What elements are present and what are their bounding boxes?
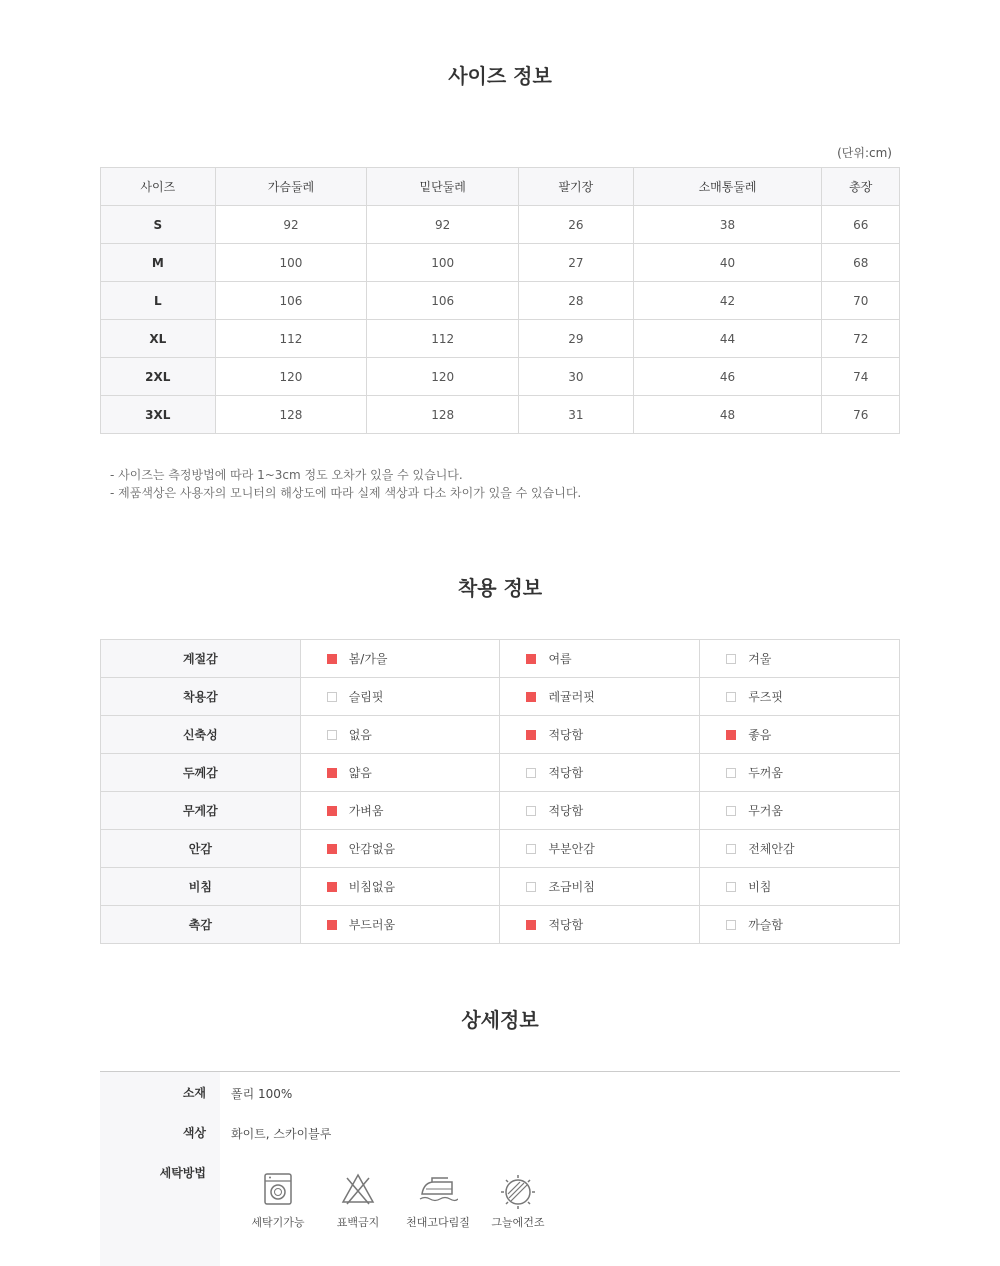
wear-option (700, 878, 899, 895)
wear-option (700, 650, 899, 667)
size-row (101, 320, 900, 358)
unit-label: (단위:cm) (837, 146, 892, 160)
checked-box-icon (526, 692, 536, 702)
size-value-cell: 112 (215, 320, 367, 358)
size-value-cell: 48 (633, 396, 822, 434)
wear-option-cell (700, 754, 900, 792)
size-label-cell: L (101, 282, 216, 320)
material-label: 소재 (182, 1086, 206, 1100)
wear-category: 신축성 (101, 716, 301, 754)
unchecked-box-icon (726, 692, 736, 702)
wear-option-cell (700, 640, 900, 678)
size-value-cell: 106 (367, 282, 519, 320)
unchecked-box-icon (327, 692, 337, 702)
wash-icons (238, 1172, 558, 1230)
wear-option-label: 두꺼움 (748, 766, 783, 780)
wear-option-label: 안감없음 (348, 842, 396, 856)
size-value-cell: 68 (822, 244, 900, 282)
wear-option-label: 적당함 (548, 918, 584, 932)
size-label-cell: XL (101, 320, 216, 358)
wear-option (301, 726, 500, 743)
wear-option-label: 레귤러핏 (548, 690, 595, 704)
wash-caption: 천대고다림질 (406, 1216, 470, 1229)
wear-option-cell (300, 792, 500, 830)
size-label-cell: S (101, 206, 216, 244)
wear-option-label: 부드러움 (348, 918, 396, 932)
size-value-cell: 30 (519, 358, 634, 396)
wash-caption: 세탁기가능 (251, 1216, 305, 1229)
note-line: - 사이즈는 측정방법에 따라 1~3cm 정도 오차가 있을 수 있습니다. (110, 468, 463, 482)
wear-option (301, 802, 500, 819)
wear-category: 착용감 (101, 678, 301, 716)
washing-machine-icon (261, 1172, 295, 1206)
size-value-cell: 76 (822, 396, 900, 434)
unchecked-box-icon (526, 844, 536, 854)
size-value-cell: 128 (367, 396, 519, 434)
wear-option-cell (500, 678, 700, 716)
size-value-cell: 120 (367, 358, 519, 396)
wear-option-label: 여름 (548, 652, 572, 666)
unchecked-box-icon (726, 920, 736, 930)
size-value-cell: 27 (519, 244, 634, 282)
unchecked-box-icon (726, 768, 736, 778)
wear-row (101, 716, 900, 754)
wear-option-label: 무거움 (748, 804, 783, 818)
wear-option (301, 840, 500, 857)
wash-label: 세탁방법 (159, 1166, 206, 1180)
wear-option (500, 764, 699, 781)
size-value-cell: 44 (633, 320, 822, 358)
size-value-cell: 128 (215, 396, 367, 434)
wear-option-label: 가벼움 (348, 804, 384, 818)
checked-box-icon (327, 654, 337, 664)
wear-option-cell (500, 830, 700, 868)
wear-option-cell (700, 868, 900, 906)
wear-row (101, 792, 900, 830)
size-row (101, 358, 900, 396)
wear-row (101, 678, 900, 716)
checked-box-icon (526, 730, 536, 740)
wear-option-cell (500, 640, 700, 678)
size-value-cell: 40 (633, 244, 822, 282)
size-value-cell: 72 (822, 320, 900, 358)
wear-option-cell (700, 716, 900, 754)
wear-option-label: 슬림핏 (348, 690, 384, 704)
detail-panel (100, 1071, 900, 1266)
wear-option-cell (500, 792, 700, 830)
size-value-cell: 31 (519, 396, 634, 434)
size-row (101, 206, 900, 244)
wear-option-label: 적당함 (548, 804, 584, 818)
size-section-title: 사이즈 정보 (448, 64, 552, 88)
wear-category: 촉감 (101, 906, 301, 944)
wear-option-cell (300, 716, 500, 754)
wear-option-label: 조금비침 (548, 880, 595, 894)
header-cell: 밑단둘레 (367, 168, 519, 206)
checked-box-icon (327, 844, 337, 854)
size-value-cell: 92 (367, 206, 519, 244)
wear-option-cell (300, 754, 500, 792)
wear-table (100, 639, 900, 944)
size-value-cell: 29 (519, 320, 634, 358)
note-line: - 제품색상은 사용자의 모니터의 해상도에 따라 실제 색상과 다소 차이가 있을 수 있습니다. (110, 486, 582, 500)
size-label-cell: 3XL (101, 396, 216, 434)
wear-option-cell (700, 678, 900, 716)
checked-box-icon (327, 768, 337, 778)
wear-option-label: 겨울 (748, 652, 772, 666)
wear-option-cell (300, 830, 500, 868)
wear-option-cell (700, 792, 900, 830)
wear-option-cell (300, 868, 500, 906)
unchecked-box-icon (726, 654, 736, 664)
wear-option (700, 764, 899, 781)
wear-category: 비침 (101, 868, 301, 906)
wear-option (700, 802, 899, 819)
wash-item (398, 1172, 478, 1230)
size-value-cell: 100 (367, 244, 519, 282)
wash-caption: 표백금지 (336, 1216, 380, 1229)
wear-option (301, 878, 500, 895)
wear-option-cell (700, 906, 900, 944)
wear-option-cell (300, 906, 500, 944)
wear-option (301, 764, 500, 781)
wear-option (700, 840, 899, 857)
unchecked-box-icon (327, 730, 337, 740)
checked-box-icon (327, 882, 337, 892)
checked-box-icon (327, 920, 337, 930)
wear-category: 두께감 (101, 754, 301, 792)
wear-option-cell (300, 678, 500, 716)
wear-category: 안감 (101, 830, 301, 868)
checked-box-icon (526, 654, 536, 664)
wear-option (700, 726, 899, 743)
size-notes (110, 466, 581, 502)
size-value-cell: 100 (215, 244, 367, 282)
material-value: 폴리 100% (231, 1087, 293, 1101)
wear-option (500, 802, 699, 819)
iron-with-cloth-icon (418, 1172, 458, 1206)
size-value-cell: 74 (822, 358, 900, 396)
wear-option-cell (500, 716, 700, 754)
wear-option (700, 688, 899, 705)
size-value-cell: 28 (519, 282, 634, 320)
size-value-cell: 92 (215, 206, 367, 244)
wear-option-label: 봄/가을 (348, 652, 388, 666)
size-row (101, 282, 900, 320)
wear-row (101, 830, 900, 868)
unchecked-box-icon (526, 806, 536, 816)
size-value-cell: 42 (633, 282, 822, 320)
size-value-cell: 106 (215, 282, 367, 320)
wear-row (101, 754, 900, 792)
wear-option-cell (300, 640, 500, 678)
wear-option (500, 840, 699, 857)
wear-row (101, 640, 900, 678)
header-cell: 사이즈 (101, 168, 216, 206)
wear-option-label: 비침 (748, 880, 772, 894)
wear-option-label: 적당함 (548, 766, 584, 780)
size-table (100, 167, 900, 434)
size-table-header (101, 168, 900, 206)
color-value: 화이트, 스카이블루 (231, 1127, 332, 1141)
wear-category: 계절감 (101, 640, 301, 678)
size-row (101, 244, 900, 282)
size-value-cell: 46 (633, 358, 822, 396)
wear-option-cell (500, 906, 700, 944)
wash-caption: 그늘에건조 (491, 1216, 545, 1229)
size-value-cell: 112 (367, 320, 519, 358)
size-value-cell: 66 (822, 206, 900, 244)
wear-option-label: 까슬함 (748, 918, 783, 932)
wear-option-cell (500, 754, 700, 792)
unchecked-box-icon (726, 844, 736, 854)
wear-option (301, 916, 500, 933)
wear-option (500, 916, 699, 933)
size-value-cell: 26 (519, 206, 634, 244)
unchecked-box-icon (526, 882, 536, 892)
detail-section-title: 상세정보 (461, 1008, 539, 1032)
wear-option (700, 916, 899, 933)
size-value-cell: 38 (633, 206, 822, 244)
checked-box-icon (526, 920, 536, 930)
dry-in-shade-icon (498, 1172, 538, 1212)
wear-section-title: 착용 정보 (457, 576, 543, 600)
wear-option (500, 878, 699, 895)
size-label-cell: M (101, 244, 216, 282)
unchecked-box-icon (726, 806, 736, 816)
header-cell: 팔기장 (519, 168, 634, 206)
wash-item (478, 1172, 558, 1230)
wear-option-label: 좋음 (748, 728, 772, 742)
color-label: 색상 (182, 1126, 206, 1140)
size-value-cell: 70 (822, 282, 900, 320)
wear-row (101, 868, 900, 906)
detail-label-column (100, 1072, 220, 1266)
checked-box-icon (327, 806, 337, 816)
wear-option (301, 688, 500, 705)
wear-option (301, 650, 500, 667)
wear-option-label: 전체안감 (748, 842, 795, 856)
wear-option (500, 650, 699, 667)
wear-row (101, 906, 900, 944)
wear-option-label: 얇음 (348, 766, 372, 780)
wash-item (238, 1172, 318, 1230)
wear-option-label: 비침없음 (348, 880, 396, 894)
wear-option-cell (500, 868, 700, 906)
wear-option-label: 루즈핏 (748, 690, 783, 704)
wear-option-label: 부분안감 (548, 842, 595, 856)
wear-option (500, 688, 699, 705)
wear-category: 무게감 (101, 792, 301, 830)
wear-option-label: 적당함 (548, 728, 584, 742)
no-bleach-icon (341, 1172, 375, 1206)
size-row (101, 396, 900, 434)
header-cell: 총장 (822, 168, 900, 206)
header-cell: 소매통둘레 (633, 168, 822, 206)
header-cell: 가슴둘레 (215, 168, 367, 206)
wear-option-cell (700, 830, 900, 868)
size-label-cell: 2XL (101, 358, 216, 396)
size-value-cell: 120 (215, 358, 367, 396)
wear-option (500, 726, 699, 743)
wear-option-label: 없음 (348, 728, 372, 742)
wash-item (318, 1172, 398, 1230)
checked-box-icon (726, 730, 736, 740)
unchecked-box-icon (526, 768, 536, 778)
unchecked-box-icon (726, 882, 736, 892)
